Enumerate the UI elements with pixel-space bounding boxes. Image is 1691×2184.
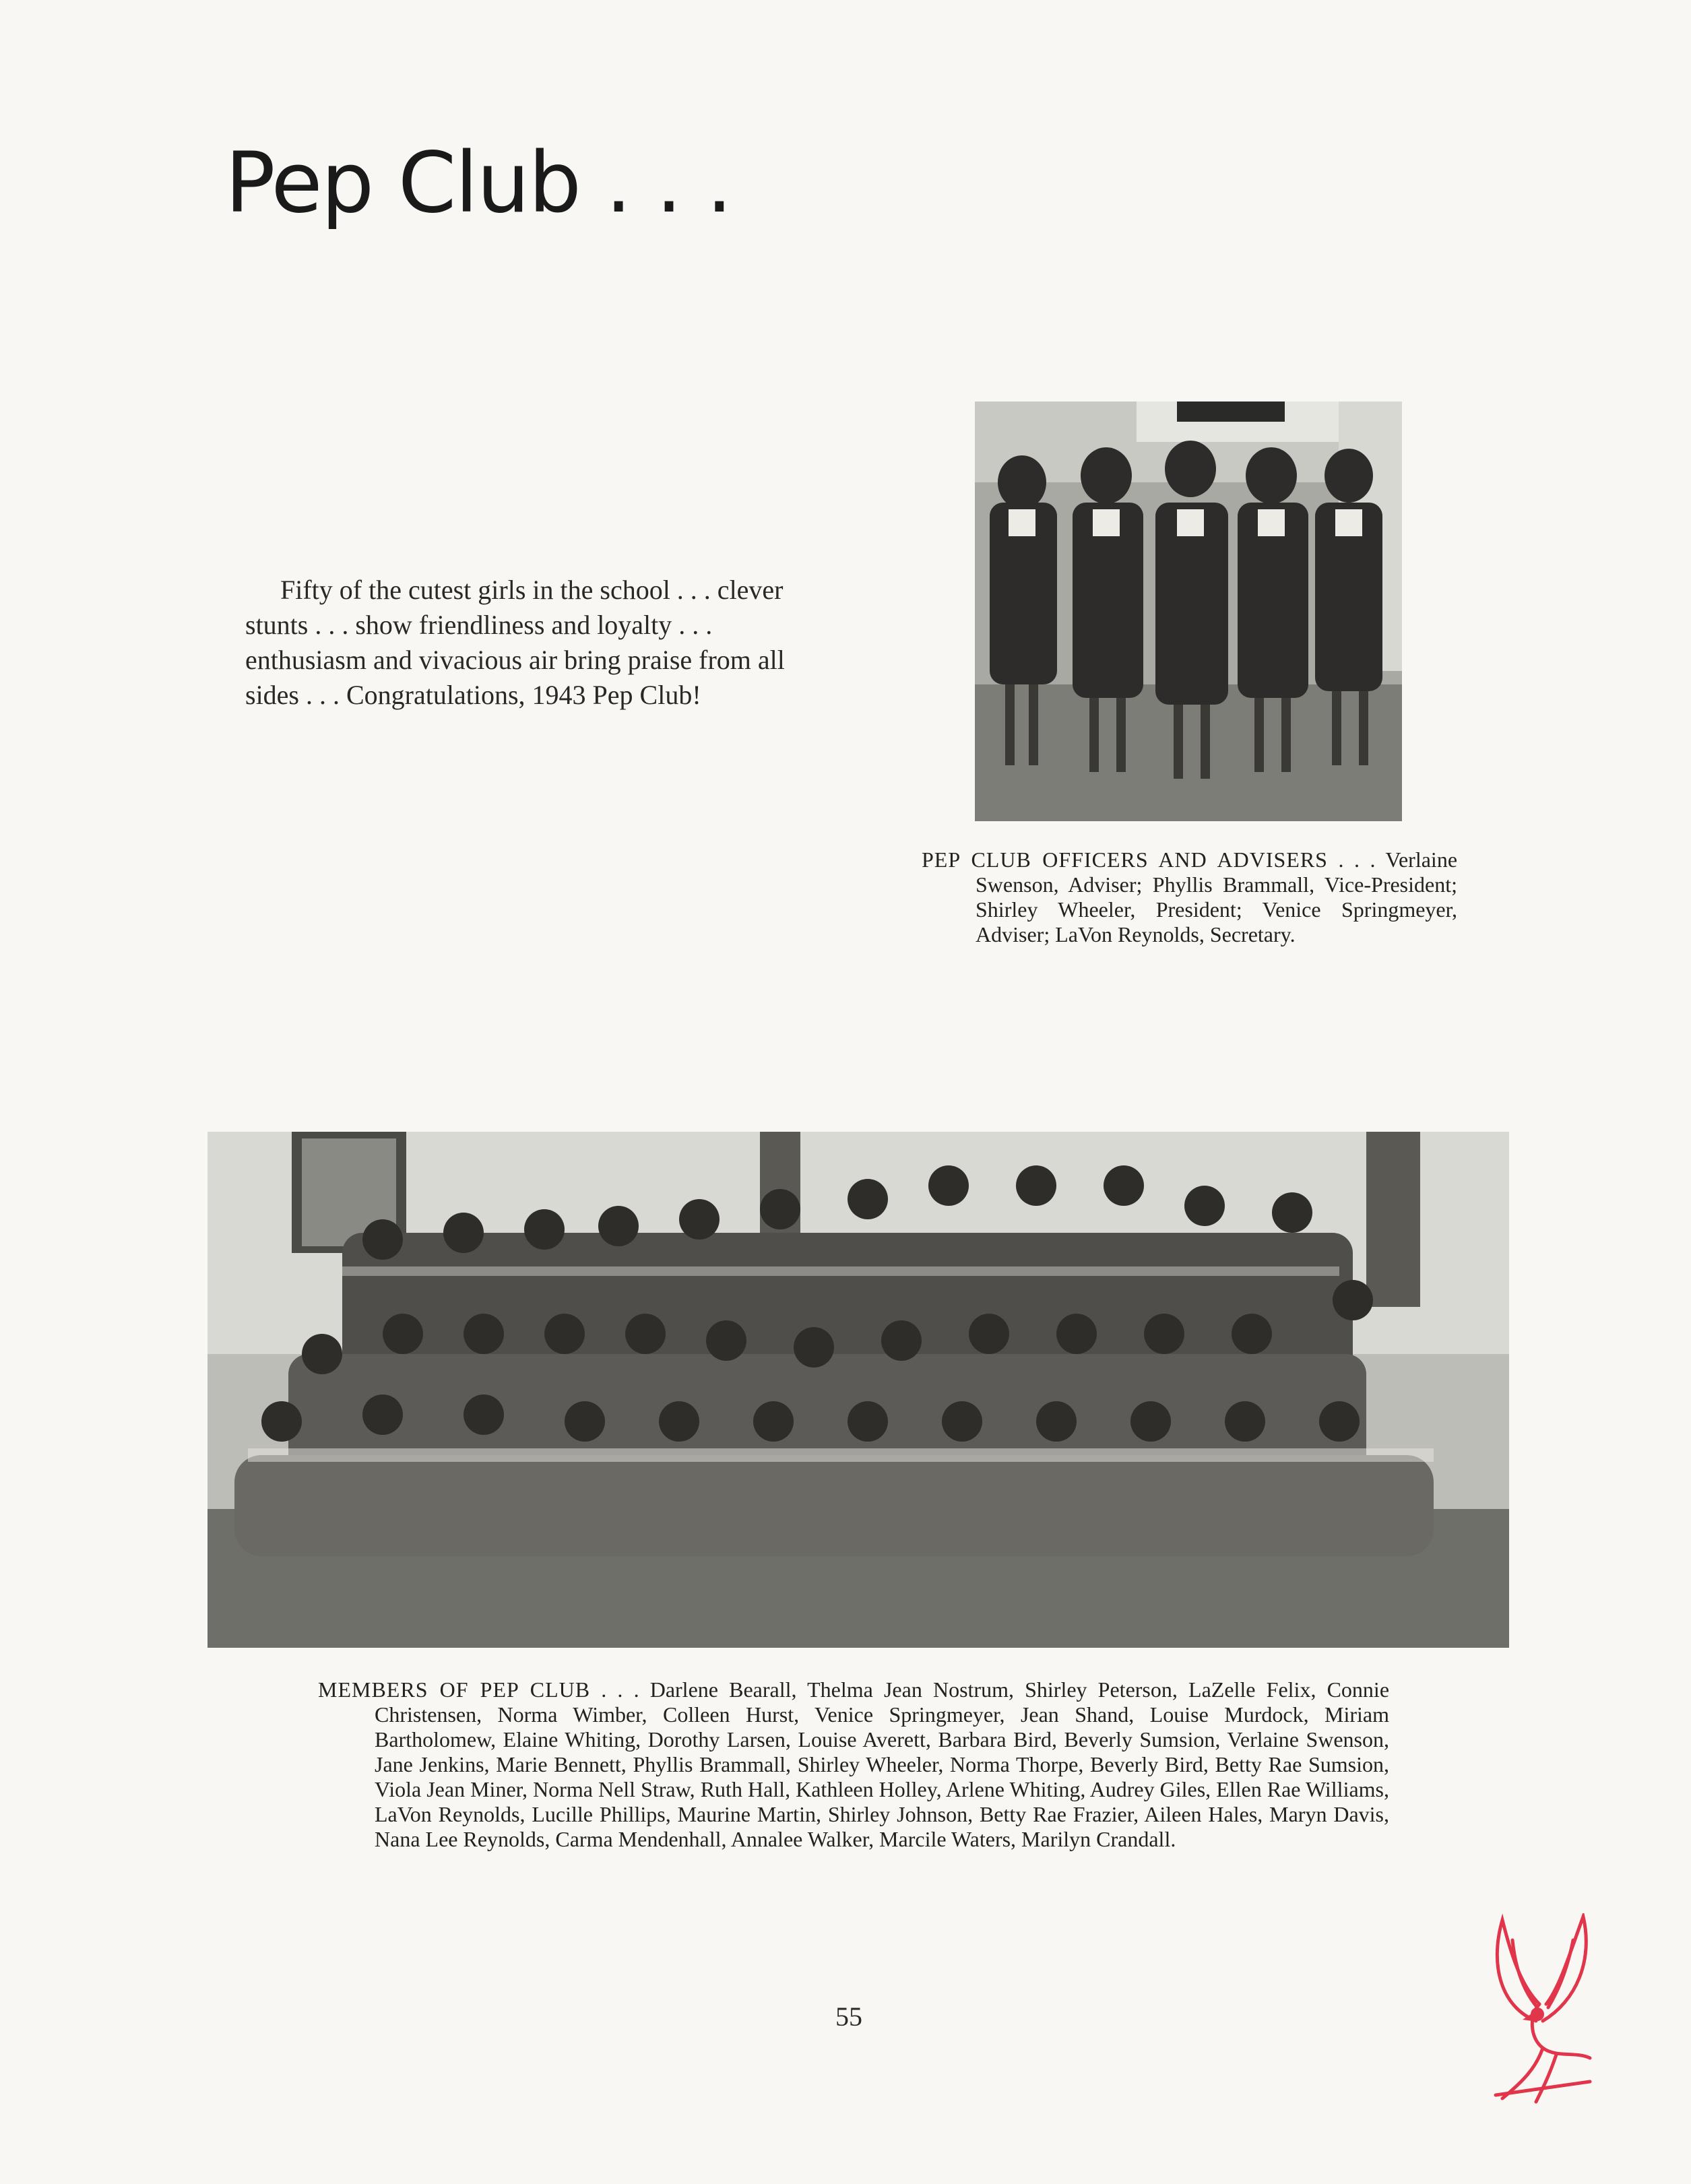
officers-caption-text: . . . Verlaine Swenson, Adviser; Phyllis Brammall, Vice-President; Shirley Wheeler, President; Venice Springmeyer, Adviser; LaVon Reynolds, Secretary.	[976, 847, 1458, 946]
officers-caption	[922, 847, 1457, 947]
officers-caption-lead: PEP CLUB OFFICERS AND ADVISERS	[922, 847, 1328, 872]
intro-paragraph	[245, 573, 792, 713]
intro-text: Fifty of the cutest girls in the school . . . clever stunts . . . show friendliness and loyalty . . . enthusiasm and vivacious air bring praise from all sides . . . Congratulations, 1943 Pep Club!	[245, 575, 785, 710]
officers-photo	[975, 402, 1402, 821]
members-caption-text: . . . Darlene Bearall, Thelma Jean Nostrum, Shirley Peterson, LaZelle Felix, Connie Christensen, Norma Wimber, Colleen Hurst, Venice Springmeyer, Jean Shand, Louise Murdock, Miriam Bartholomew, Elaine Whiting, Dorothy Larsen, Louise Averett, Barbara Bird, Beverly Sumsion, Verlaine Swenson, Jane Jenkins, Marie Bennett, Phyllis Brammall, Shirley Wheeler, Norma Thorpe, Beverly Bird, Betty Rae Sumsion, Viola Jean Miner, Norma Nell Straw, Ruth Hall, Kathleen Holley, Arlene Whiting, Audrey Giles, Ellen Rae Williams, LaVon Reynolds, Lucille Phillips, Maurine Martin, Shirley Johnson, Betty Rae Frazier, Aileen Hales, Maryn Davis, Nana Lee Reynolds, Carma Mendenhall, Annalee Walker, Marcile Waters, Marilyn Crandall.	[375, 1677, 1390, 1851]
page-number: 55	[835, 2001, 862, 2032]
eagle-icon	[1475, 1913, 1603, 2109]
members-group-photo	[208, 1132, 1509, 1648]
page-title: Pep Club . . .	[225, 135, 732, 232]
members-caption-lead: MEMBERS OF PEP CLUB	[318, 1677, 591, 1702]
members-caption	[318, 1677, 1389, 1852]
